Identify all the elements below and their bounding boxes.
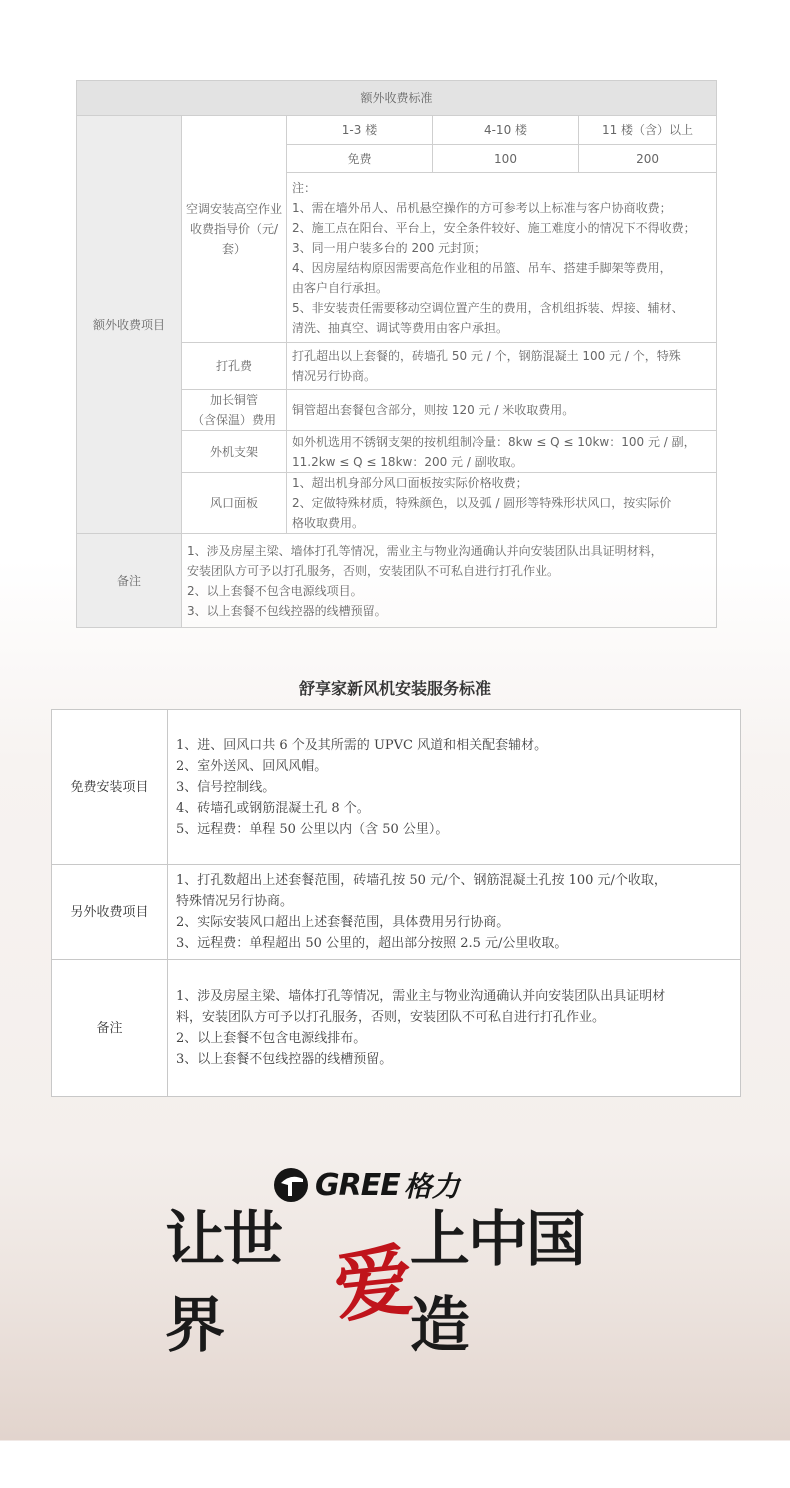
remark-content: 1、涉及房屋主梁、墙体打孔等情况，需业主与物业沟通确认并向安装团队出具证明材料， 安装团队方可予以打孔服务，否则，安装团队不可私自进行打孔作业。 2、以上套餐不包含电源线项目。 3、以上套餐不包线控器的线槽预留。 xyxy=(182,534,717,628)
drilling-fee-label: 打孔费 xyxy=(182,343,287,390)
brand-section xyxy=(0,1150,790,1361)
floor-header: 11 楼（含）以上 xyxy=(579,116,717,145)
ac-notes: 注： 1、需在墙外吊人、吊机悬空操作的方可参考以上标准与客户协商收费； 2、施工点在阳台、平台上，安全条件较好、施工难度小的情况下不得收费； 3、同一用户装多台的 200 元封顶； 4、因房屋结构原因需要高危作业租的吊篮、吊车、搭建手脚架等费用， 由客户自行承担。 5、非安装责任需要移动空调位置产生的费用，含机组拆装、焊接、辅材、 清洗、抽真空、调试等费用由客户承担。 xyxy=(287,173,717,343)
floor-price: 免费 xyxy=(287,145,433,173)
extra-fee-header: 额外收费标准 xyxy=(77,81,717,116)
gree-logo-cn: 格力 xyxy=(403,1170,460,1203)
vent-panel-desc: 1、超出机身部分风口面板按实际价格收费； 2、定做特殊材质，特殊颜色，以及弧 / 圆形等特殊形状风口，按实际价 格收取费用。 xyxy=(287,473,717,534)
slogan-part: 上中国造 xyxy=(409,1205,584,1361)
remark2-content: 1、涉及房屋主梁、墙体打孔等情况，需业主与物业沟通确认并向安装团队出具证明材 料，安装团队方可予以打孔服务，否则，安装团队不可私自进行打孔作业。 2、以上套餐不包含电源线排布。 3、以上套餐不包线控器的线槽预留。 xyxy=(168,960,741,1097)
slogan-accent: 爱 xyxy=(329,1235,416,1334)
free-install-label: 免费安装项目 xyxy=(52,710,168,865)
extra-charge-content: 1、打孔数超出上述套餐范围，砖墙孔按 50 元/个、钢筋混凝土孔按 100 元/个收取， 特殊情况另行协商。 2、实际安装风口超出上述套餐范围，具体费用另行协商。 3、远程费：单程超出 50 公里的，超出部分按照 2.5 元/公里收取。 xyxy=(168,865,741,960)
gree-logo-text: GREE xyxy=(315,1167,400,1203)
slogan-part: 让世界 xyxy=(165,1205,281,1361)
extra-fee-table xyxy=(76,80,717,628)
fresh-air-title: 舒享家新风机安装服务标准 xyxy=(298,679,491,698)
copper-pipe-label: 加长铜管 （含保温）费用 xyxy=(182,390,287,431)
extra-charge-label: 另外收费项目 xyxy=(52,865,168,960)
drilling-fee-desc: 打孔超出以上套餐的，砖墙孔 50 元 / 个，钢筋混凝土 100 元 / 个，特殊 情况另行协商。 xyxy=(287,343,717,390)
floor-price: 100 xyxy=(433,145,579,173)
fresh-air-service-table xyxy=(51,709,741,1097)
extra-fee-row-label: 额外收费项目 xyxy=(77,116,182,534)
copper-pipe-desc: 铜管超出套餐包含部分，则按 120 元 / 米收取费用。 xyxy=(287,390,717,431)
ac-high-altitude-label: 空调安装高空作业收费指导价（元/套） xyxy=(182,116,287,343)
floor-header: 1-3 楼 xyxy=(287,116,433,145)
outdoor-bracket-desc: 如外机选用不锈钢支架的按机组制冷量：8kw ≤ Q ≤ 10kw：100 元 / 副， 11.2kw ≤ Q ≤ 18kw：200 元 / 副收取。 xyxy=(287,431,717,473)
remark-label: 备注 xyxy=(77,534,182,628)
outdoor-bracket-label: 外机支架 xyxy=(182,431,287,473)
slogan xyxy=(165,1205,635,1361)
floor-price: 200 xyxy=(579,145,717,173)
vent-panel-label: 风口面板 xyxy=(182,473,287,534)
floor-header: 4-10 楼 xyxy=(433,116,579,145)
remark2-label: 备注 xyxy=(52,960,168,1097)
free-install-content: 1、进、回风口共 6 个及其所需的 UPVC 风道和相关配套辅材。 2、室外送风、回风风帽。 3、信号控制线。 4、砖墙孔或钢筋混凝土孔 8 个。 5、远程费：单程 50 公里以内（含 50 公里）。 xyxy=(168,710,741,865)
